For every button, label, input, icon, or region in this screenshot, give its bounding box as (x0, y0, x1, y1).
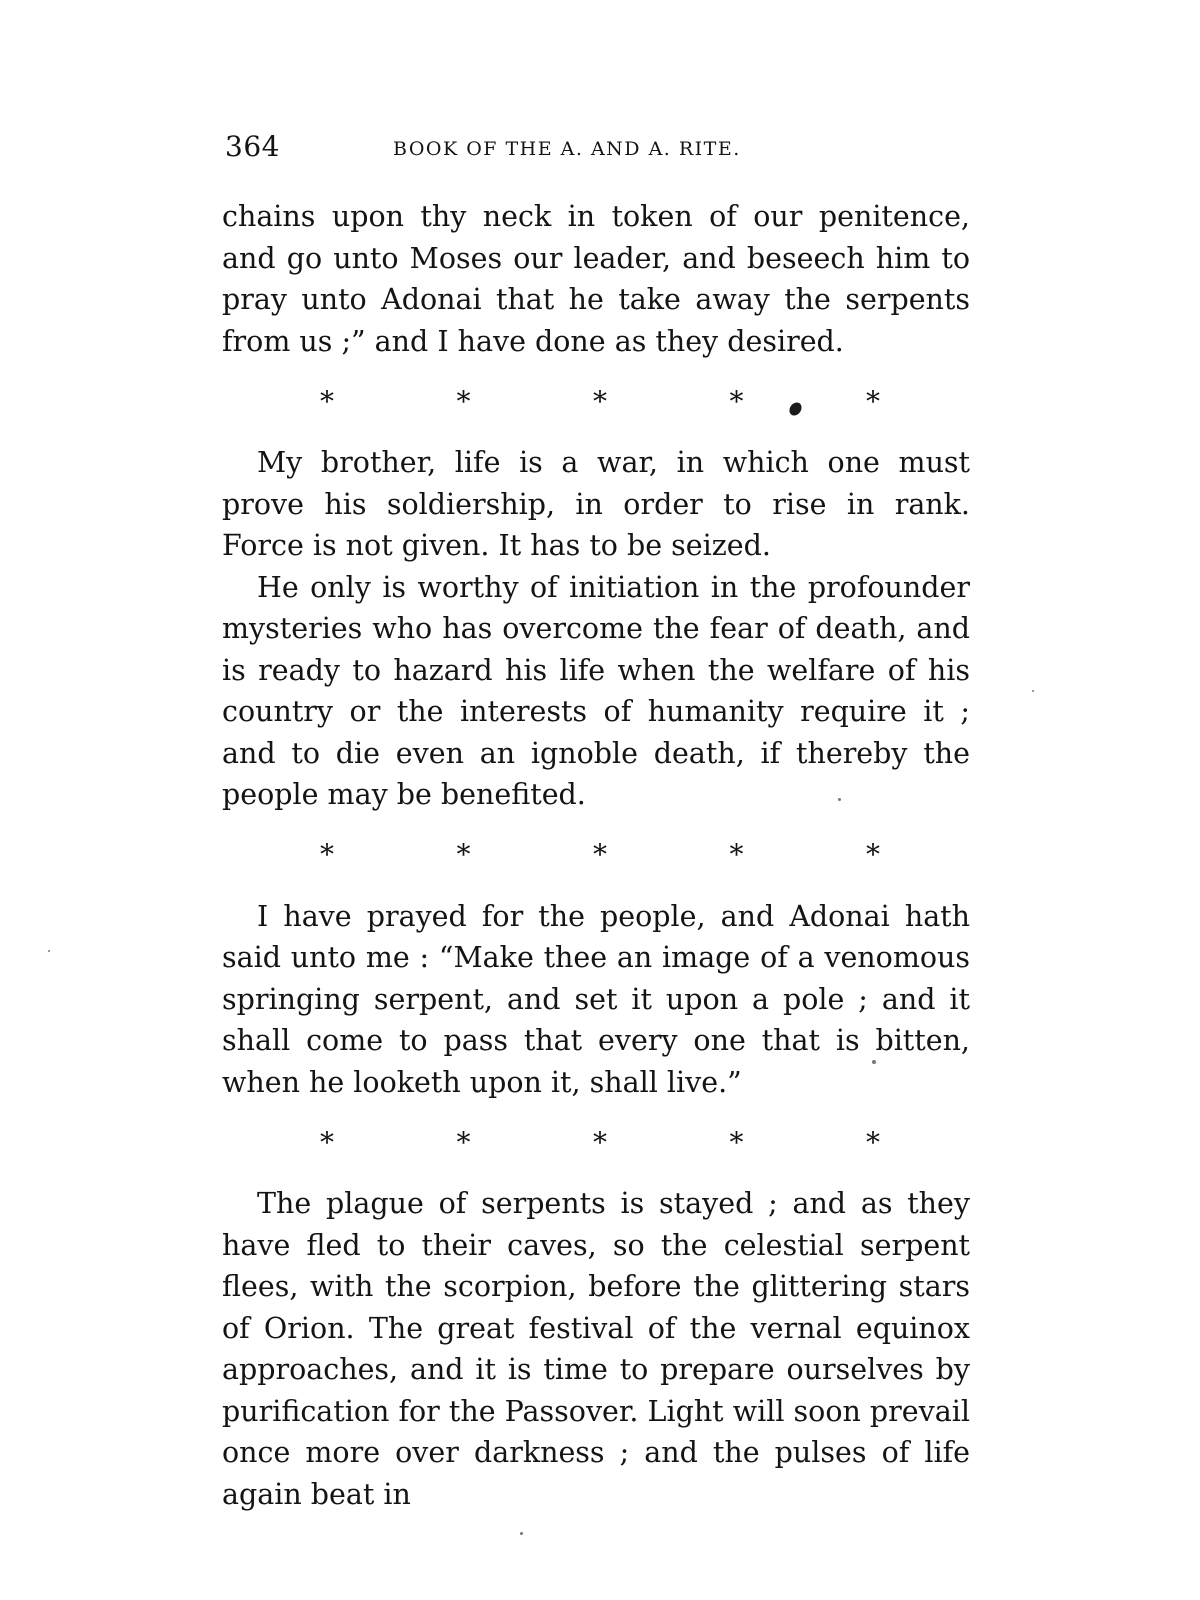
asterisk: * (456, 384, 471, 418)
page-header (225, 130, 970, 170)
asterisk: * (456, 838, 471, 871)
asterisk: * (593, 838, 607, 871)
paper-speck (520, 1532, 523, 1535)
asterisk: * (320, 1125, 334, 1159)
asterisk: * (866, 384, 880, 418)
paragraph-2: My brother, life is a war, in which one must prove his soldiership, in order to rise in rank. Force is not given. It has to be seized. (222, 446, 970, 562)
paper-speck (1032, 690, 1034, 692)
paper-speck (838, 798, 841, 801)
body-text (222, 196, 970, 1515)
page-number: 364 (225, 130, 280, 163)
section-break-3 (222, 1109, 970, 1175)
asterisk: * (729, 838, 744, 871)
paragraph-1: chains upon thy neck in token of our penitence, and go unto Moses our leader, and beseech him to pray unto Adonai that he take away the serpents from us ;” and I have done as they desired. (222, 200, 970, 358)
section-break-2 (222, 822, 970, 888)
paper-speck (872, 1060, 876, 1064)
asterisk: * (729, 384, 744, 418)
asterisk: * (456, 1125, 471, 1159)
running-head: BOOK OF THE A. AND A. RITE. (393, 138, 741, 160)
paper-speck (48, 950, 50, 952)
paragraph-5: The plague of serpents is stayed ; and as they have fled to their caves, so the celestial serpent flees, with the scorpion, before the glittering stars of Orion. The great festival of the vernal equinox approaches, and it is time to prepare ourselves by purification for the Passover. Light will soon prevail once more over darkness ; and the pulses of life again beat in (222, 1187, 970, 1511)
asterisk: * (729, 1125, 744, 1159)
asterisk: * (593, 384, 607, 418)
paragraph-3: He only is worthy of initiation in the profounder mysteries who has overcome the fear of death, and is ready to hazard his life when the welfare of his country or the interests of humanity require it ; and to die even an ignoble death, if thereby the people may be benefited. (222, 570, 970, 811)
paragraph-4: I have prayed for the people, and Adonai hath said unto me : “Make thee an image of a venomous springing serpent, and set it upon a pole ; and it shall come to pass that every one that is bitten, when he looketh upon it, shall live.” (222, 899, 970, 1099)
asterisk: * (320, 838, 334, 871)
asterisk: * (866, 1125, 880, 1159)
asterisk: * (866, 838, 880, 871)
asterisk: * (320, 384, 334, 418)
section-break-1 (222, 368, 970, 434)
asterisk: * (593, 1125, 607, 1159)
